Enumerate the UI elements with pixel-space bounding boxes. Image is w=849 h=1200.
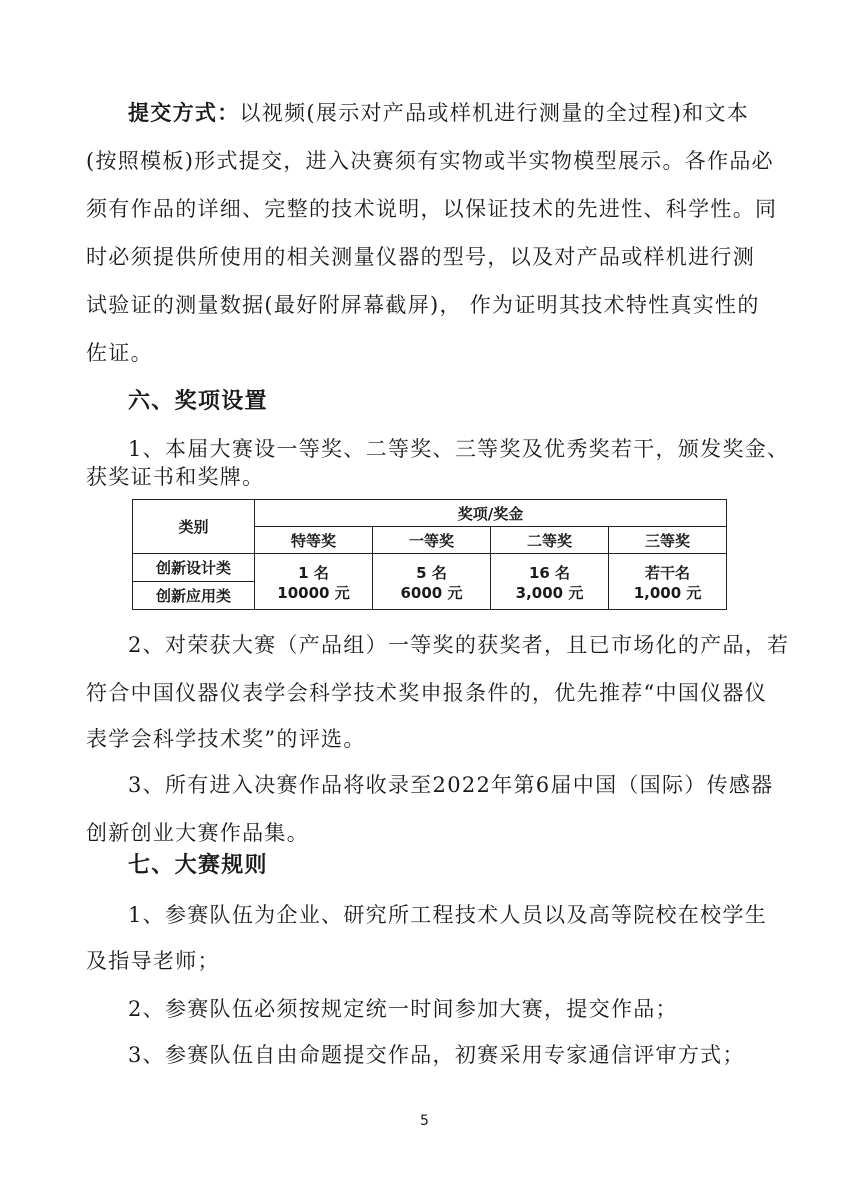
award-level-cell: 特等奖 bbox=[255, 527, 373, 554]
award-count: 1 名 bbox=[298, 563, 329, 582]
award-prize: 6000 元 bbox=[400, 583, 463, 602]
award-value-cell bbox=[255, 554, 373, 610]
submission-line-3: 须有作品的详细、完整的技术说明，以保证技术的先进性、科学性。同 bbox=[86, 197, 778, 221]
award-level-cell: 一等奖 bbox=[373, 527, 491, 554]
category-header-cell: 类别 bbox=[133, 500, 255, 554]
award-value-cell bbox=[491, 554, 609, 610]
category-cell: 创新设计类 bbox=[133, 554, 255, 582]
section-six-item-3-line-2: 创新创业大赛作品集。 bbox=[86, 821, 309, 845]
page-number: 5 bbox=[420, 1113, 429, 1129]
section-seven-item-1-line-2: 及指导老师； bbox=[86, 949, 220, 973]
section-seven-item-3: 3、参赛队伍自由命题提交作品，初赛采用专家通信评审方式； bbox=[128, 1043, 745, 1067]
section-seven-item-1-line-1: 1、参赛队伍为企业、研究所工程技术人员以及高等院校在校学生 bbox=[128, 903, 768, 927]
submission-line-1 bbox=[128, 98, 828, 128]
award-value-cell bbox=[609, 554, 727, 610]
table-row bbox=[133, 554, 727, 582]
award-count: 5 名 bbox=[416, 563, 447, 582]
award-header-cell: 奖项/奖金 bbox=[255, 500, 727, 527]
award-count: 16 名 bbox=[528, 563, 571, 582]
section-six-item-2-line-3: 表学会科学技术奖”的评选。 bbox=[86, 727, 366, 751]
award-prize: 3,000 元 bbox=[515, 583, 584, 602]
submission-line-2: (按照模板)形式提交，进入决赛须有实物或半实物模型展示。各作品必 bbox=[86, 149, 774, 173]
award-prize: 10000 元 bbox=[277, 583, 350, 602]
award-table bbox=[132, 499, 727, 610]
section-six-item-1-line-1: 1、本届大赛设一等奖、二等奖、三等奖及优秀奖若干，颁发奖金、 bbox=[128, 437, 790, 461]
award-count: 若干名 bbox=[645, 563, 691, 582]
award-value-cell bbox=[373, 554, 491, 610]
category-cell: 创新应用类 bbox=[133, 582, 255, 610]
submission-line-5: 试验证的测量数据(最好附屏幕截屏)， 作为证明其技术特性真实性的 bbox=[86, 293, 760, 317]
section-six-item-2-line-1: 2、对荣获大赛（产品组）一等奖的获奖者，且已市场化的产品，若 bbox=[128, 633, 790, 657]
submission-line-6: 佐证。 bbox=[86, 341, 153, 365]
section-six-item-3-line-1: 3、所有进入决赛作品将收录至2022年第6届中国（国际）传感器 bbox=[128, 773, 774, 797]
submission-label: 提交方式： bbox=[128, 100, 240, 125]
section-seven-heading: 七、大赛规则 bbox=[128, 852, 268, 878]
award-level-cell: 二等奖 bbox=[491, 527, 609, 554]
award-level-cell: 三等奖 bbox=[609, 527, 727, 554]
award-table-header-row bbox=[133, 500, 727, 527]
section-six-item-1-line-2: 获奖证书和奖牌。 bbox=[86, 465, 265, 489]
submission-text-1: 以视频(展示对产品或样机进行测量的全过程)和文本 bbox=[239, 101, 750, 125]
award-prize: 1,000 元 bbox=[633, 583, 702, 602]
section-seven-item-2: 2、参赛队伍必须按规定统一时间参加大赛，提交作品； bbox=[128, 997, 678, 1021]
section-six-heading: 六、奖项设置 bbox=[128, 388, 268, 414]
section-six-item-2-line-2: 符合中国仪器仪表学会科学技术奖申报条件的，优先推荐“中国仪器仪 bbox=[86, 681, 768, 705]
submission-line-4: 时必须提供所使用的相关测量仪器的型号，以及对产品或样机进行测 bbox=[86, 245, 755, 269]
